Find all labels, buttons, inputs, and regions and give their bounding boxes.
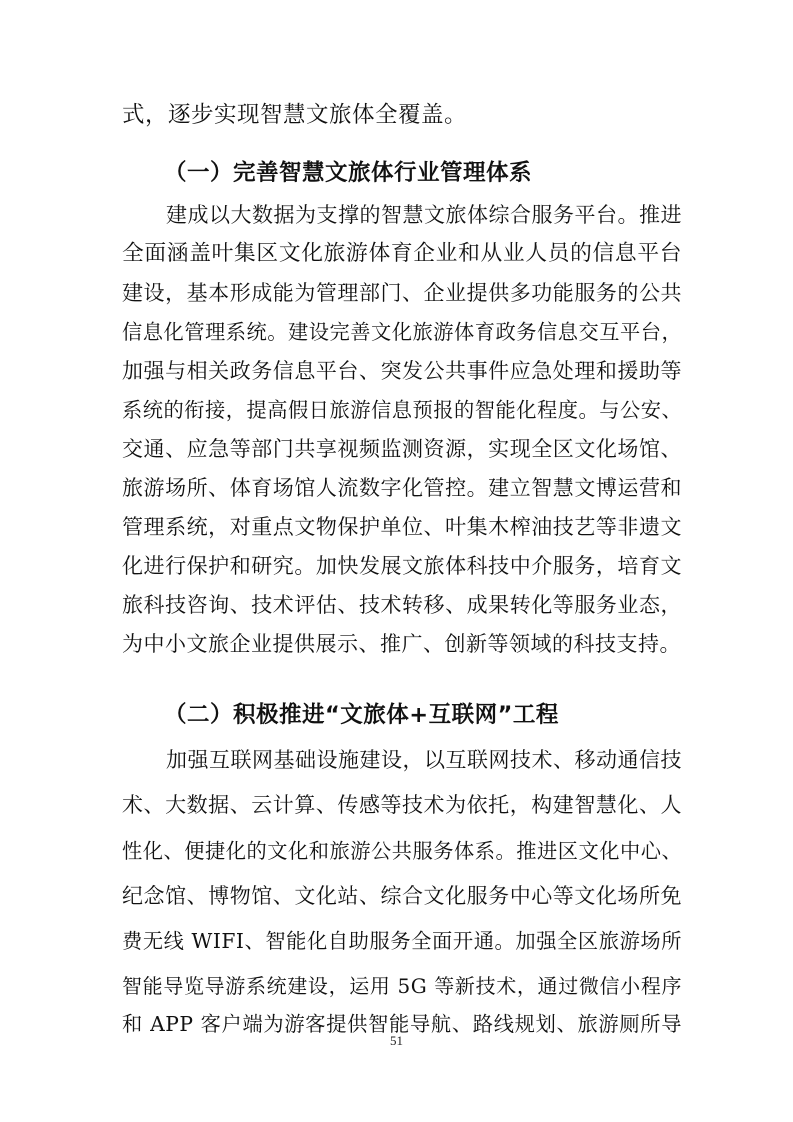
paragraph-line: 性化、便捷化的文化和旅游公共服务体系。推进区文化中心、 bbox=[122, 839, 683, 863]
paragraph-line: 费无线 WIFI、智能化自助服务全面开通。加强全区旅游场所 bbox=[122, 929, 682, 953]
paragraph-line: 旅游场所、体育场馆人流数字化管控。建立智慧文博运营和 bbox=[122, 476, 682, 500]
paragraph-line: 化进行保护和研究。加快发展文旅体科技中介服务，培育文 bbox=[122, 554, 682, 578]
paragraph-line: 和 APP 客户端为游客提供智能导航、路线规划、旅游厕所导 bbox=[122, 1012, 682, 1036]
paragraph-line: 建设，基本形成能为管理部门、企业提供多功能服务的公共 bbox=[122, 281, 682, 305]
paragraph-line: 加强互联网基础设施建设，以互联网技术、移动通信技 bbox=[166, 748, 682, 772]
section-heading-1: （一）完善智慧文旅体行业管理体系 bbox=[164, 160, 533, 186]
paragraph-line: 式，逐步实现智慧文旅体全覆盖。 bbox=[122, 102, 468, 128]
paragraph-line: 建成以大数据为支撑的智慧文旅体综合服务平台。推进 bbox=[166, 203, 682, 227]
paragraph-line: 系统的衔接，提高假日旅游信息预报的智能化程度。与公安、 bbox=[122, 398, 683, 422]
paragraph-line: 旅科技咨询、技术评估、技术转移、成果转化等服务业态， bbox=[122, 593, 682, 617]
page-number: 51 bbox=[390, 1033, 403, 1048]
paragraph-line: 智能导览导游系统建设，运用 5G 等新技术，通过微信小程序 bbox=[122, 974, 682, 998]
paragraph-line: 术、大数据、云计算、传感等技术为依托，构建智慧化、人 bbox=[122, 793, 682, 817]
paragraph-line: 信息化管理系统。建设完善文化旅游体育政务信息交互平台， bbox=[122, 320, 683, 344]
paragraph-line: 加强与相关政务信息平台、突发公共事件应急处理和援助等 bbox=[122, 359, 682, 383]
paragraph-line: 全面涵盖叶集区文化旅游体育企业和从业人员的信息平台 bbox=[122, 241, 682, 266]
paragraph-line: 交通、应急等部门共享视频监测资源，实现全区文化场馆、 bbox=[122, 437, 682, 461]
paragraph-line: 纪念馆、博物馆、文化站、综合文化服务中心等文化场所免 bbox=[122, 884, 682, 908]
paragraph-line: 管理系统，对重点文物保护单位、叶集木榨油技艺等非遗文 bbox=[122, 515, 682, 539]
section-heading-2: （二）积极推进“文旅体+互联网”工程 bbox=[164, 702, 559, 728]
paragraph-line: 为中小文旅企业提供展示、推广、创新等领域的科技支持。 bbox=[122, 632, 681, 656]
